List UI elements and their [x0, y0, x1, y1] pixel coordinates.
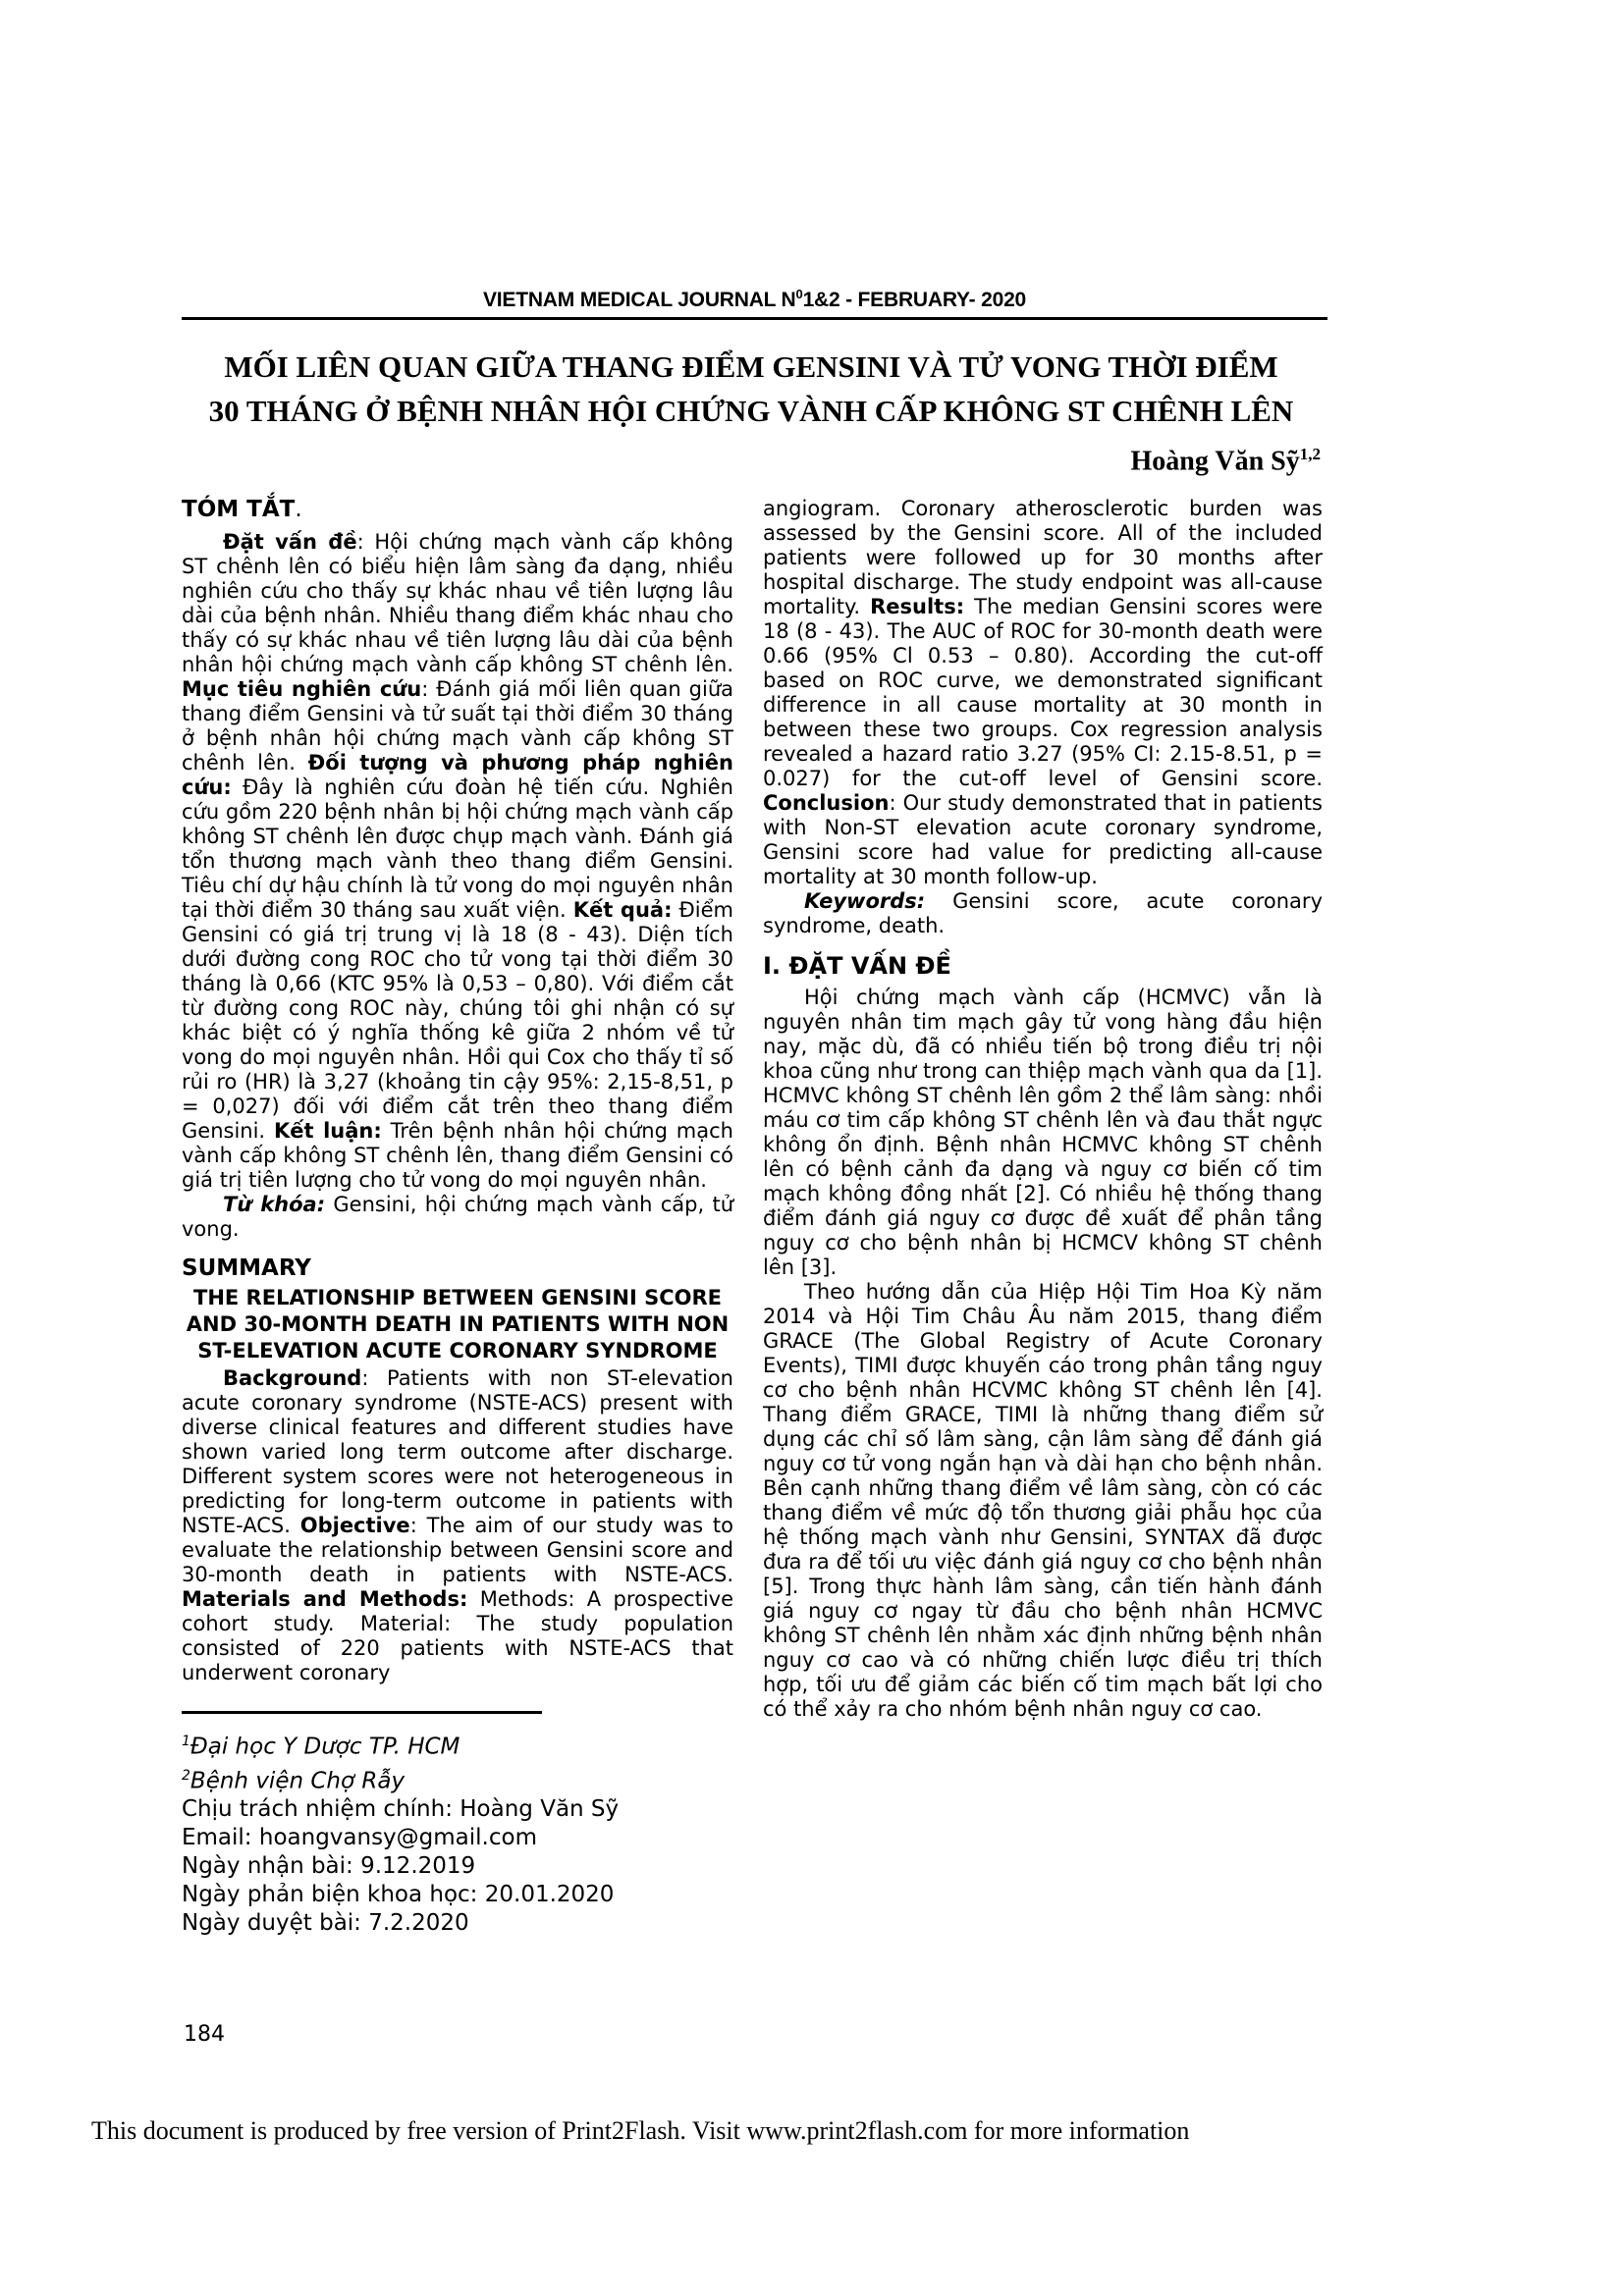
- review-date-line: Ngày phản biện khoa học: 20.01.2020: [182, 1882, 615, 1908]
- right-column: [763, 497, 1323, 1938]
- author-name: Hoàng Văn Sỹ: [1130, 446, 1300, 477]
- abstract-heading: TÓM TẮT.: [182, 497, 302, 522]
- journal-header: [182, 287, 1327, 312]
- article-title-line-1: MỐI LIÊN QUAN GIỮA THANG ĐIỂM GENSINI VÀ TỬ VONG THỜI ĐIỂM: [224, 349, 1278, 384]
- abstract-paragraph: Đặt vấn đề: Hội chứng mạch vành cấp không ST chênh lên có biểu hiện lâm sàng đa dạng, nhiều nghiên cứu cho thấy sự khác nhau về tiên lượng lâu dài của bệnh nhân. Nhiều thang điểm khác nhau cho thấy có sự khác nhau về tiên lượng lâu dài của bệnh nhân hội chứng mạch vành cấp không ST chênh lên. Mục tiêu nghiên cứu: Đánh giá mối liên quan giữa thang điểm Gensini và tử suất tại thời điểm 30 tháng ở bệnh nhân hội chứng mạch vành cấp không ST chênh lên. Đối tượng và phương pháp nghiên cứu: Đây là nghiên cứu đoàn hệ tiến cứu. Nghiên cứu gồm 220 bệnh nhân bị hội chứng mạch vành cấp không ST chênh lên được chụp mạch vành. Đánh giá tổn thương mạch vành theo thang điểm Gensini. Tiêu chí dự hậu chính là tử vong do mọi nguyên nhân tại thời điểm 30 tháng sau xuất viện. Kết quả: Điểm Gensini có giá trị trung vị là 18 (8 - 43). Diện tích dưới đường cong ROC cho tử vong tại thời điểm 30 tháng là 0,66 (KTC 95% là 0,53 – 0,80). Với điểm cắt từ đường cong ROC này, chúng tôi ghi nhận có sự khác biệt có ý nghĩa thống kê giữa 2 nhóm về tử vong do mọi nguyên nhân. Hồi qui Cox cho thấy tỉ số rủi ro (HR) là 3,27 (khoảng tin cậy 95%: 2,15-8,51, p = 0,027) đối với điểm cắt trên theo thang điểm Gensini. Kết luận: Trên bệnh nhân hội chứng mạch vành cấp không ST chênh lên, thang điểm Gensini có giá trị tiên lượng cho tử vong do mọi nguyên nhân.: [182, 530, 734, 1192]
- article-title: [162, 345, 1340, 433]
- affiliation-line-2: [182, 1762, 733, 1796]
- affiliation-text-2: Bệnh viện Chợ Rẫy: [189, 1768, 406, 1794]
- summary-continuation-paragraph: angiogram. Coronary atherosclerotic burden was assessed by the Gensini score. All of the included patients were followed up for 30 months after hospital discharge. The study endpoint was all-cause mortality. Results: The median Gensini scores were 18 (8 - 43). The AUC of ROC for 30-month death were 0.66 (95% Cl 0.53 – 0.80). According the cut-off based on ROC curve, we demonstrated significant difference in all cause mortality at 30 month in between these two groups. Cox regression analysis revealed a hazard ratio 3.27 (95% CI: 2.15-8.51, p = 0.027) for the cut-off level of Gensini score. Conclusion: Our study demonstrated that in patients with Non-ST elevation acute coronary syndrome, Gensini score had value for predicting all-cause mortality at 30 month follow-up.: [763, 497, 1323, 888]
- footnote-separator-rule: [182, 1711, 542, 1714]
- summary-heading: SUMMARY: [182, 1255, 311, 1281]
- page-number: 184: [184, 2022, 225, 2047]
- introduction-paragraph-1: Hội chứng mạch vành cấp (HCMVC) vẫn là nguyên nhân tim mạch gây tử vong hàng đầu hiện nay, mặc dù, đã có nhiều tiến bộ trong điều trị nội khoa cũng như trong can thiệp mạch vành qua da [1]. HCMVC không ST chênh lên gồm 2 thể lâm sàng: nhồi máu cơ tim cấp không ST chênh lên và đau thắt ngực không ổn định. Bệnh nhân HCMVC không ST chênh lên có bệnh cảnh đa dạng và nguy cơ biến cố tim mạch không đồng nhất [2]. Có nhiều hệ thống thang điểm đánh giá nguy cơ được đề xuất để phân tầng nguy cơ cho bệnh nhân bị HCMCV không ST chênh lên [3].: [763, 986, 1323, 1279]
- corresponding-author-line: Chịu trách nhiệm chính: Hoàng Văn Sỹ: [182, 1796, 620, 1823]
- print2flash-watermark: This document is produced by free version of Print2Flash. Visit www.print2flash.com for more information: [91, 2116, 1190, 2145]
- keywords-paragraph: Keywords: Gensini score, acute coronary syndrome, death.: [763, 889, 1323, 937]
- summary-title: THE RELATIONSHIP BETWEEN GENSINI SCORE AND 30-MONTH DEATH IN PATIENTS WITH NON ST-ELEVATION ACUTE CORONARY SYNDROME: [186, 1286, 730, 1362]
- introduction-paragraph-2: Theo hướng dẫn của Hiệp Hội Tim Hoa Kỳ năm 2014 và Hội Tim Châu Âu năm 2015, thang điểm GRACE (The Global Registry of Acute Coronary Events), TIMI được khuyến cáo trong phân tầng nguy cơ cho bệnh nhân HCVMC không ST chênh lên [4]. Thang điểm GRACE, TIMI là những thang điểm sử dụng các chỉ số lâm sàng, cận lâm sàng để đánh giá nguy cơ tử vong ngắn hạn và dài hạn cho bệnh nhân. Bên cạnh những thang điểm về lâm sàng, còn có các thang điểm về mức độ tổn thương giải phẫu học của hệ thống mạch vành như Gensini, SYNTAX đã được đưa ra để tối ưu việc đánh giá nguy cơ cho bệnh nhân [5]. Trong thực hành lâm sàng, cần tiến hành đánh giá nguy cơ ngay từ đầu cho bệnh nhân HCMVC không ST chênh lên nhằm xác định những bệnh nhân nguy cơ cao và có những chiến lược điều trị thích hợp, tối ưu để giảm các biến cố tim mạch bất lợi cho có thể xảy ra cho nhóm bệnh nhân nguy cơ cao.: [763, 1280, 1323, 1721]
- summary-paragraph: Background: Patients with non ST-elevation acute coronary syndrome (NSTE-ACS) present with diverse clinical features and different studies have shown varied long term outcome after discharge. Different system scores were not heterogeneous in predicting for long-term outcome in patients with NSTE-ACS. Objective: The aim of our study was to evaluate the relationship between Gensini score and 30-month death in patients with NSTE-ACS. Materials and Methods: Methods: A prospective cohort study. Material: The study population consisted of 220 patients with NSTE-ACS that underwent coronary: [182, 1366, 733, 1684]
- journal-issue-superscript: 0: [795, 287, 803, 301]
- footnote-block: [182, 1711, 733, 1938]
- affiliation-text-1: Đại học Y Dược TP. HCM: [189, 1734, 460, 1760]
- left-column: [182, 497, 733, 1938]
- journal-header-suffix: 1&2 - FEBRUARY- 2020: [802, 289, 1027, 311]
- author-affiliation-superscript: 1,2: [1299, 445, 1321, 463]
- received-date-line: Ngày nhận bài: 9.12.2019: [182, 1853, 476, 1880]
- email-line: Email: hoangvansy@gmail.com: [182, 1825, 537, 1851]
- accepted-date-line: Ngày duyệt bài: 7.2.2020: [182, 1910, 469, 1937]
- header-rule: [182, 317, 1327, 320]
- affiliation-marker-1: 1: [182, 1734, 190, 1749]
- introduction-heading: I. ĐẶT VẤN ĐỀ: [763, 952, 951, 980]
- abstract-keywords: Từ khóa: Gensini, hội chứng mạch vành cấp, tử vong.: [182, 1193, 734, 1241]
- journal-header-prefix: VIETNAM MEDICAL JOURNAL N: [482, 289, 796, 311]
- article-title-line-2: 30 THÁNG Ở BỆNH NHÂN HỘI CHỨNG VÀNH CẤP KHÔNG ST CHÊNH LÊN: [208, 394, 1294, 428]
- affiliation-line-1: [182, 1728, 733, 1762]
- two-column-body: [182, 497, 1323, 1938]
- author-line: [182, 445, 1321, 477]
- affiliation-marker-2: 2: [182, 1767, 190, 1784]
